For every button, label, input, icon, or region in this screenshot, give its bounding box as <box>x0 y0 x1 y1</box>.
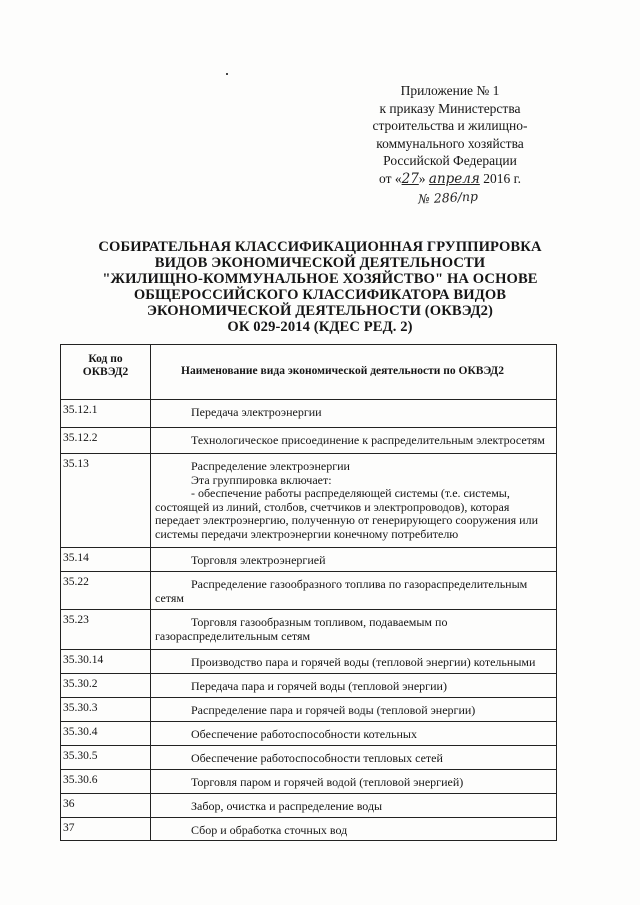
row-code: 35.30.2 <box>61 674 151 698</box>
row-code: 35.13 <box>61 454 151 548</box>
row-code: 35.30.6 <box>61 770 151 794</box>
row-code: 36 <box>61 794 151 818</box>
appendix-line: коммунального хозяйства <box>376 135 524 151</box>
okved-table <box>60 344 557 841</box>
table-row <box>61 698 557 722</box>
table-row <box>61 610 557 650</box>
table-row <box>61 674 557 698</box>
row-name-text: Распределение электроэнергии <box>191 459 350 473</box>
row-name-text: Торговля электроэнергией <box>191 553 326 567</box>
appendix-line: Приложение № 1 <box>400 83 500 98</box>
row-name-text: Обеспечение работоспособности котельных <box>191 727 417 741</box>
row-name-text: Распределение газообразного топлива по газораспределительным <box>191 577 528 591</box>
title-line: ВИДОВ ЭКОНОМИЧЕСКОЙ ДЕЯТЕЛЬНОСТИ <box>154 255 486 271</box>
row-code: 35.30.4 <box>61 722 151 746</box>
row-note-line: системы передачи электроэнергии конечному потребителю <box>155 526 459 541</box>
row-code: 35.23 <box>61 610 151 650</box>
table-row <box>61 428 557 454</box>
appendix-line: Российской Федерации <box>383 153 517 168</box>
row-note-line: передает электроэнергию, полученную от генерирующего сооружения или <box>155 513 539 527</box>
date-prefix: от « <box>379 170 402 186</box>
row-name-text: Торговля паром и горячей водой (тепловой энергией) <box>191 775 464 789</box>
title-line: СОБИРАТЕЛЬНАЯ КЛАССИФИКАЦИОННАЯ ГРУППИРОВКА <box>98 239 542 255</box>
header-code-line: ОКВЭД2 <box>82 366 129 378</box>
row-name <box>151 650 557 674</box>
title-line: ЭКОНОМИЧЕСКОЙ ДЕЯТЕЛЬНОСТИ (ОКВЭД2) <box>146 303 493 319</box>
table-row <box>61 650 557 674</box>
row-name-text: сетям <box>155 590 184 605</box>
row-name <box>151 400 557 428</box>
scan-speck <box>226 73 228 75</box>
row-note-intro: Эта группировка включает: <box>191 472 332 487</box>
row-code: 35.30.14 <box>61 650 151 674</box>
row-name-text: Распределение пара и горячей воды (тепловой энергии) <box>191 703 476 717</box>
row-name <box>151 428 557 454</box>
date-mid: » <box>418 170 429 186</box>
table-row <box>61 400 557 428</box>
row-name-text: Забор, очистка и распределение воды <box>191 799 383 813</box>
row-code: 35.30.3 <box>61 698 151 722</box>
document-title <box>60 239 580 335</box>
appendix-line: строительства и жилищно- <box>372 118 528 133</box>
title-line: ОБЩЕРОССИЙСКОГО КЛАССИФИКАТОРА ВИДОВ <box>133 287 507 303</box>
row-name <box>151 770 557 794</box>
table-row <box>61 722 557 746</box>
date-month-handwritten: апреля <box>428 170 480 187</box>
row-name-text: Технологическое присоединение к распределительным электросетям <box>191 433 545 447</box>
table-header-row <box>61 345 557 400</box>
date-day-handwritten: 27 <box>401 170 419 187</box>
row-name-text: Производство пара и горячей воды (тепловой энергии) котельными <box>191 655 536 669</box>
row-code: 35.12.1 <box>61 400 151 428</box>
appendix-block <box>330 82 570 188</box>
row-name-text: Передача пара и горячей воды (тепловой энергии) <box>191 679 447 693</box>
row-code: 35.12.2 <box>61 428 151 454</box>
row-name <box>151 746 557 770</box>
row-name-text: Передача электроэнергии <box>191 405 322 419</box>
row-code: 37 <box>61 818 151 841</box>
order-number-handwritten: № 286/пр <box>417 188 479 207</box>
table-row <box>61 548 557 572</box>
row-note-line: состоящей из линий, столбов, счетчиков и электропроводов), которая <box>155 499 510 514</box>
row-note-line: - обеспечение работы распределяющей системы (т.е. системы, <box>191 486 510 500</box>
row-name <box>151 818 557 841</box>
title-line: ОК 029-2014 (КДЕС РЕД. 2) <box>227 319 413 335</box>
row-name-text: Обеспечение работоспособности тепловых сетей <box>191 751 443 765</box>
date-year: 2016 г. <box>479 170 521 186</box>
header-code-line: Код по <box>88 353 123 365</box>
row-name-text: газораспределительным сетям <box>155 628 311 643</box>
header-name: Наименование вида экономической деятельности по ОКВЭД2 <box>151 345 557 400</box>
row-name <box>151 454 557 548</box>
row-name <box>151 674 557 698</box>
row-code: 35.14 <box>61 548 151 572</box>
table-row <box>61 746 557 770</box>
table-row <box>61 770 557 794</box>
table-row <box>61 818 557 841</box>
row-name <box>151 548 557 572</box>
row-name <box>151 794 557 818</box>
appendix-date <box>330 170 570 189</box>
appendix-line: к приказу Министерства <box>379 100 521 116</box>
table-row <box>61 794 557 818</box>
row-name-text: Сбор и обработка сточных вод <box>191 823 348 837</box>
row-code: 35.22 <box>61 572 151 610</box>
row-code: 35.30.5 <box>61 746 151 770</box>
table-row <box>61 454 557 548</box>
table-row <box>61 572 557 610</box>
row-name-text: Торговля газообразным топливом, подаваемым по <box>191 615 448 629</box>
row-name <box>151 698 557 722</box>
row-name <box>151 572 557 610</box>
row-name <box>151 610 557 650</box>
row-name <box>151 722 557 746</box>
header-code <box>61 345 151 400</box>
title-line: "ЖИЛИЩНО-КОММУНАЛЬНОЕ ХОЗЯЙСТВО" НА ОСНОВЕ <box>102 271 538 287</box>
